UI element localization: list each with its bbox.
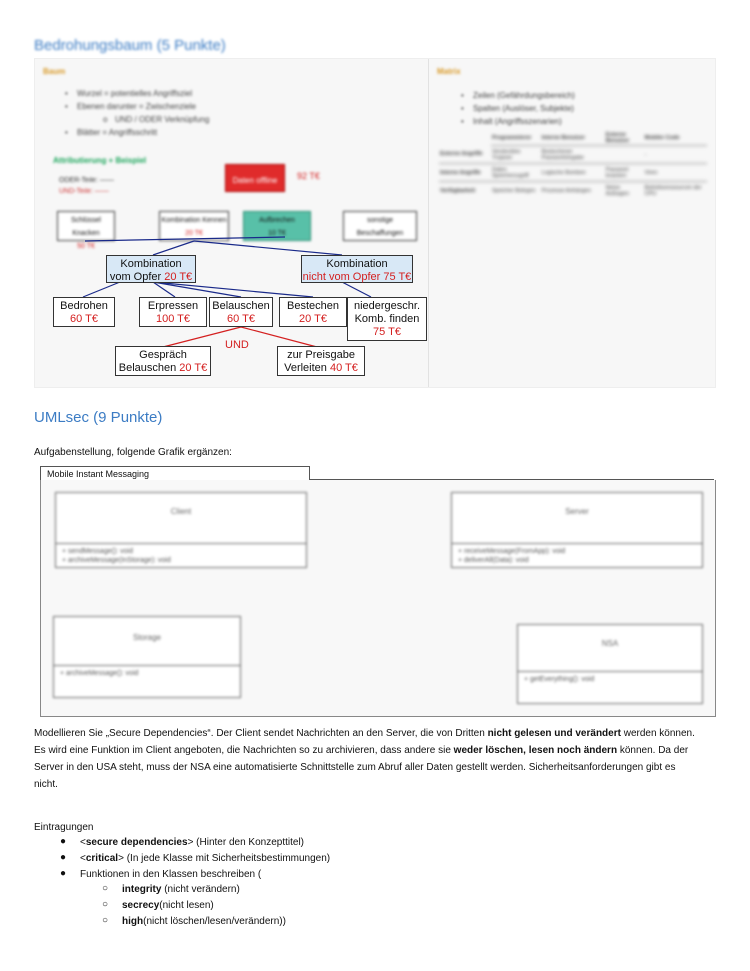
node-label-line2: Komb. finden: [354, 313, 420, 325]
node-cost: 100 T€: [155, 313, 191, 325]
node-cost: 10 T€: [268, 230, 286, 237]
entry-text: (nicht löschen/lesen/verändern)): [143, 916, 286, 927]
node-cost: 50 T€: [77, 243, 95, 250]
tree-node-combination-not-victim: [301, 255, 413, 283]
table-cell: Interne Angriffe: [439, 164, 491, 182]
entry-prefix: <: [80, 853, 86, 864]
operation: + receiveMessage(FromApp): void: [458, 548, 566, 555]
node-cost: 20 T€: [185, 230, 203, 237]
table-header-row: [439, 131, 707, 146]
entry-keyword: high: [122, 916, 144, 927]
node-cost: 60 T€: [70, 313, 98, 325]
node-label: zur Preisgabe: [287, 349, 355, 361]
entry-high: [122, 915, 286, 929]
example-heading: Attributierung + Beispiel: [53, 156, 147, 165]
table-cell: Speicher Belegen: [492, 187, 536, 194]
uml-class-client: [55, 492, 307, 568]
entry-integrity: [122, 883, 240, 897]
tree-bullet: • Wurzel = potentielles Angriffsziel: [77, 89, 192, 98]
entry-text: (nicht verändern): [161, 884, 240, 895]
node-label: Kombination Kennen: [161, 217, 227, 224]
entry-secure-dependencies: [80, 836, 304, 850]
table-row: [439, 146, 707, 164]
table-cell: Betriebsressourcen der CPU: [644, 184, 702, 197]
entry-keyword: critical: [85, 853, 119, 864]
assignment-paragraph: [34, 725, 698, 793]
node-label: Kombination: [326, 258, 388, 270]
table-cell: Bestochener Passworteingabe: [541, 146, 605, 164]
table-cell: Netze Aufsagen: [605, 184, 630, 197]
node-text: Verleiten: [284, 362, 330, 374]
table-cell: Prozesse Anhängen: [541, 187, 591, 194]
node-cost: 20 T€: [299, 313, 327, 325]
class-operations: [452, 543, 702, 568]
uml-class-server: [451, 492, 703, 568]
node-text: nicht vom Opfer: [302, 271, 384, 283]
node-label-line2: [278, 362, 364, 375]
matrix-heading: Matrix: [437, 67, 461, 76]
node-label: Bedrohen: [60, 300, 108, 312]
entry-keyword: secrecy: [122, 900, 160, 911]
table-header: [439, 131, 491, 146]
node-label: Gespräch: [139, 349, 187, 361]
tree-leaf-blackmail: [139, 297, 207, 327]
table-row: [439, 182, 707, 200]
table-cell: Viren: [644, 164, 707, 182]
matrix-bullet: • Spalten (Auslöser, Subjekte): [473, 104, 574, 113]
entry-text: Funktionen in den Klassen beschreiben (: [80, 869, 262, 880]
tree-node-combination-victim: [106, 255, 196, 283]
table-cell: Logische Bomben: [541, 164, 605, 182]
node-text: Belauschen: [118, 362, 180, 374]
matrix-bullet: • Zeilen (Gefährdungsbereich): [473, 91, 575, 100]
node-cost: 20 T€: [179, 362, 208, 374]
entry-text: > (Hinter den Konzepttitel): [187, 837, 305, 848]
matrix-bullet: • Inhalt (Angriffsszenarien): [473, 117, 562, 126]
class-operations: [54, 665, 240, 681]
table-header: Externe Benutzer: [605, 131, 644, 146]
tree-bullet: • Ebenen darunter = Zwischenziele: [77, 102, 196, 111]
node-cost: 75 T€: [383, 271, 412, 283]
node-label-line2: [107, 271, 195, 284]
entries-heading: Eintragungen: [34, 822, 94, 833]
node-text: vom Opfer: [109, 271, 165, 283]
node-cost: 20 T€: [164, 271, 193, 283]
node-label: Kombination: [120, 258, 182, 270]
table-row: [439, 164, 707, 182]
node-label: sonstige Beschaffungen: [356, 217, 404, 237]
class-operations: [518, 671, 702, 687]
root-cost: 92 T€: [297, 171, 320, 181]
entry-secrecy: [122, 899, 214, 913]
paragraph-emphasis: nicht gelesen und verändert: [487, 728, 621, 739]
node-label: Aufbrechen: [259, 217, 295, 224]
section-title-umlsec: UMLsec (9 Punkte): [34, 409, 163, 426]
node-label-line2: [302, 271, 412, 284]
node-cost: 40 T€: [329, 362, 358, 374]
table-cell: Externe Angriffe: [439, 146, 491, 164]
table-cell: Passwort knacken: [605, 164, 644, 182]
node-cost: 60 T€: [227, 313, 255, 325]
tree-bullet: • Blätter = Angriffsschritt: [77, 128, 157, 137]
list-subbullet: ○: [102, 899, 109, 910]
class-name: Storage: [132, 633, 162, 642]
entry-text: (nicht lesen): [159, 900, 214, 911]
list-bullet: ●: [60, 852, 67, 863]
uml-class-nsa: [517, 624, 703, 704]
tree-leaf-threaten: [53, 297, 115, 327]
section-title-threat-tree: Bedrohungsbaum (5 Punkte): [34, 37, 226, 54]
table-header: Interne Benutzer: [541, 131, 605, 146]
tree-leaf-find-written-combination: [347, 297, 427, 341]
class-operations: [56, 543, 306, 568]
node-label: Belauschen: [212, 300, 270, 312]
entry-text: > (In jede Klasse mit Sicherheitsbestimmungen): [118, 853, 331, 864]
node-label-line2: [116, 362, 210, 375]
uml-frame-title: Mobile Instant Messaging: [40, 466, 310, 480]
and-label: UND: [225, 339, 249, 351]
tree-leaf-bribe: [279, 297, 347, 327]
threat-matrix-table: [439, 131, 707, 200]
class-name: Client: [170, 507, 192, 516]
node-label: niedergeschr.: [353, 300, 421, 312]
operation: + sendMessage(): void: [62, 548, 134, 555]
node-label: Schlüssel Knacken: [71, 217, 101, 237]
class-name: Server: [565, 507, 589, 516]
tree-subbullet: o UND / ODER Verknüpfung: [115, 115, 209, 124]
operation: + deliverAll(Data): void: [458, 557, 529, 564]
uml-class-storage: [53, 616, 241, 698]
operation: + archiveMessage(): void: [60, 670, 139, 677]
legend-and: UND-Teile: ——: [59, 188, 109, 195]
node-cost: 75 T€: [373, 326, 401, 338]
class-name: NSA: [601, 639, 619, 648]
table-cell: Verfügbarkeit: [440, 187, 476, 194]
paragraph-text: werden können. Es wird eine Funktion im Client angeboten, die Nachrichten so zu archivieren, dass andere sie: [34, 728, 695, 756]
list-subbullet: ○: [102, 915, 109, 926]
paragraph-emphasis: weder löschen, lesen noch ändern: [453, 745, 618, 756]
list-bullet: ●: [60, 836, 67, 847]
node-label: Bestechen: [287, 300, 339, 312]
tree-heading: Baum: [43, 67, 66, 76]
table-cell: Verstecktes Trojaner: [491, 146, 541, 164]
entry-functions: [80, 868, 261, 882]
uml-diagram-frame: [40, 480, 716, 717]
operation: + getEverything(): void: [524, 676, 595, 683]
paragraph-text: Modellieren Sie „Secure Dependencies“. Der Client sendet Nachrichten an den Server, die von Dritten: [34, 728, 488, 739]
legend-or: ODER-Teile: ——: [59, 177, 114, 184]
tree-leaf-eavesdrop: [209, 297, 273, 327]
list-bullet: ●: [60, 868, 67, 879]
tree-leaf-eavesdrop-conversation: [115, 346, 211, 376]
entry-keyword: secure dependencies: [85, 837, 188, 848]
tree-leaf-induce-disclosure: [277, 346, 365, 376]
list-subbullet: ○: [102, 883, 109, 894]
table-header: Mobiler Code: [644, 131, 707, 146]
table-header: Programmierer: [491, 131, 541, 146]
threat-tree-figure: [34, 58, 716, 388]
operation: + archiveMessage(InStorage): void: [62, 557, 171, 564]
paragraph-text: können. Da der Server in den USA steht, muss der NSA eine automatisierte Schnittstelle zum Abruf aller Daten gestellt werden. Sicherheitsanforderungen gibt es nicht.: [34, 745, 689, 790]
task-text: Aufgabenstellung, folgende Grafik ergänzen:: [34, 447, 232, 458]
entry-prefix: <: [80, 837, 86, 848]
root-label: Daten offline: [232, 176, 278, 185]
entry-critical: [80, 852, 330, 866]
node-label: Erpressen: [147, 300, 199, 312]
table-cell: Daten Speicherzugriff: [491, 164, 541, 182]
entry-keyword: integrity: [122, 884, 162, 895]
table-cell: [605, 146, 644, 164]
table-cell: -: [644, 146, 707, 164]
